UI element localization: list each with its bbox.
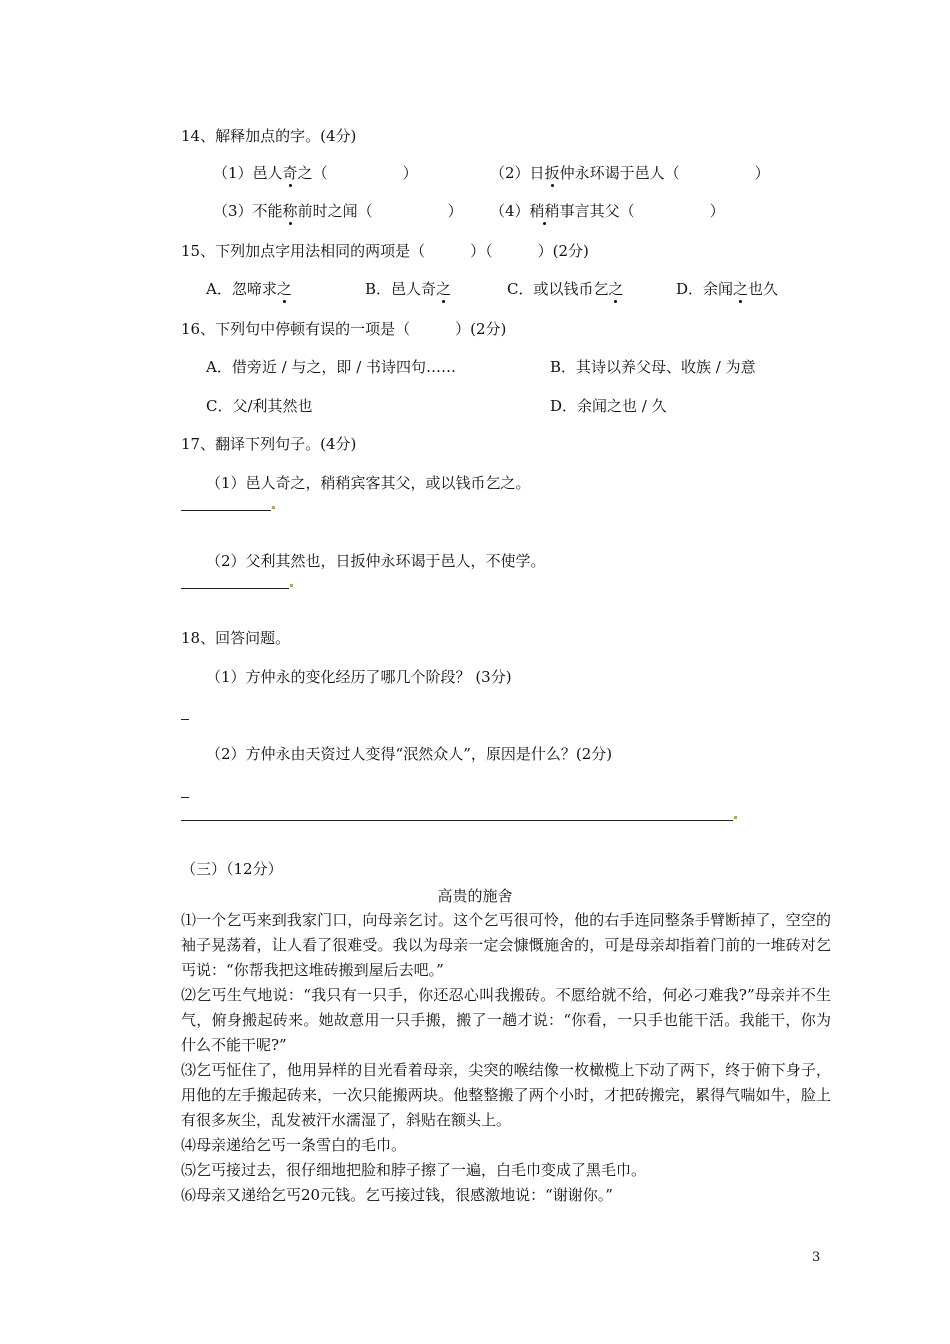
passage-paragraph-5: ⑸乞丐接过去，很仔细地把脸和脖子擦了一遍，白毛巾变成了黑毛巾。 [181, 1161, 647, 1179]
q14-item-1: （1）邑人奇之（ ） [213, 164, 418, 182]
mark-dot [290, 584, 293, 587]
passage-paragraph-1: ⑴一个乞丐来到我家门口，向母亲乞讨。这个乞丐很可怜，他的右手连同整条手臂断掉了，空空的袖子晃荡着，让人看了很难受。我以为母亲一定会慷慨施舍的，可是母亲却指着门前的一堆砖对乞丐说：“你帮我把这堆砖搬到屋后去吧。” [181, 911, 831, 979]
q14-item-3: （3）不能称前时之闻（ ） [213, 202, 463, 220]
answer-line-3 [181, 719, 189, 720]
q17-sentence-2: （2）父利其然也，日扳仲永环谒于邑人，不使学。 [206, 552, 546, 570]
q15-option-a: A．忽啼求之 [206, 280, 292, 298]
passage-paragraph-4: ⑷母亲递给乞丐一条雪白的毛巾。 [181, 1136, 407, 1154]
passage-paragraph-2: ⑵乞丐生气地说：“我只有一只手，你还忍心叫我搬砖。不愿给就不给，何必刁难我?”母亲并不生气，俯身搬起砖来。她故意用一只手搬，搬了一趟才说：“你看，一只手也能干活。我能干，你为什么不能干呢?” [181, 986, 831, 1054]
mark-dot [272, 506, 275, 509]
q15-option-b: B．邑人奇之 [365, 280, 452, 298]
q16-option-a: A．借旁近 / 与之，即 / 书诗四句…… [206, 358, 457, 376]
q14-item-4: （4）稍稍事言其父（ ） [490, 202, 725, 220]
mark-dot [734, 816, 737, 819]
q18-title: 18、回答问题。 [181, 629, 291, 647]
q15-option-c: C．或以钱币乞之 [507, 280, 624, 298]
q17-title: 17、翻译下列句子。(4分) [181, 435, 357, 453]
passage-paragraph-3: ⑶乞丐怔住了，他用异样的目光看着母亲，尖突的喉结像一枚橄榄上下动了两下，终于俯下身子，用他的左手搬起砖来，一次只能搬两块。他整整搬了两个小时，才把砖搬完，累得气喘如牛，脸上有很多灰尘，乱发被汗水濡湿了，斜贴在额头上。 [181, 1061, 831, 1129]
q16-option-b: B．其诗以养父母、收族 / 为意 [550, 358, 756, 376]
q18-question-2: （2）方仲永由天资过人变得“泯然众人”，原因是什么？(2分) [206, 745, 613, 763]
answer-line-1 [181, 510, 271, 511]
q16-option-c: C．父/利其然也 [206, 397, 313, 415]
q14-item-2: （2）日扳仲永环谒于邑人（ ） [490, 164, 770, 182]
q17-sentence-1: （1）邑人奇之，稍稍宾客其父，或以钱币乞之。 [206, 474, 531, 492]
q14-title: 14、解释加点的字。(4分) [181, 127, 357, 145]
q15-option-d: D．余闻之也久 [676, 280, 779, 298]
q18-question-1: （1）方仲永的变化经历了哪几个阶段？ (3分) [206, 668, 512, 686]
q16-title: 16、下列句中停顿有误的一项是（ ）(2分) [181, 320, 507, 338]
answer-line-4 [181, 797, 189, 798]
q15-title: 15、下列加点字用法相同的两项是（ ）（ ）(2分) [181, 242, 589, 260]
answer-line-2 [181, 588, 289, 589]
answer-line-5 [181, 820, 733, 821]
passage-paragraph-6: ⑹母亲又递给乞丐20元钱。乞丐接过钱，很感激地说：“谢谢你。” [181, 1186, 613, 1204]
q16-option-d: D．余闻之也 / 久 [550, 397, 667, 415]
section-header: （三）（12分） [181, 860, 283, 878]
passage-title: 高贵的施舍 [437, 887, 513, 905]
page-number: 3 [812, 1250, 821, 1265]
